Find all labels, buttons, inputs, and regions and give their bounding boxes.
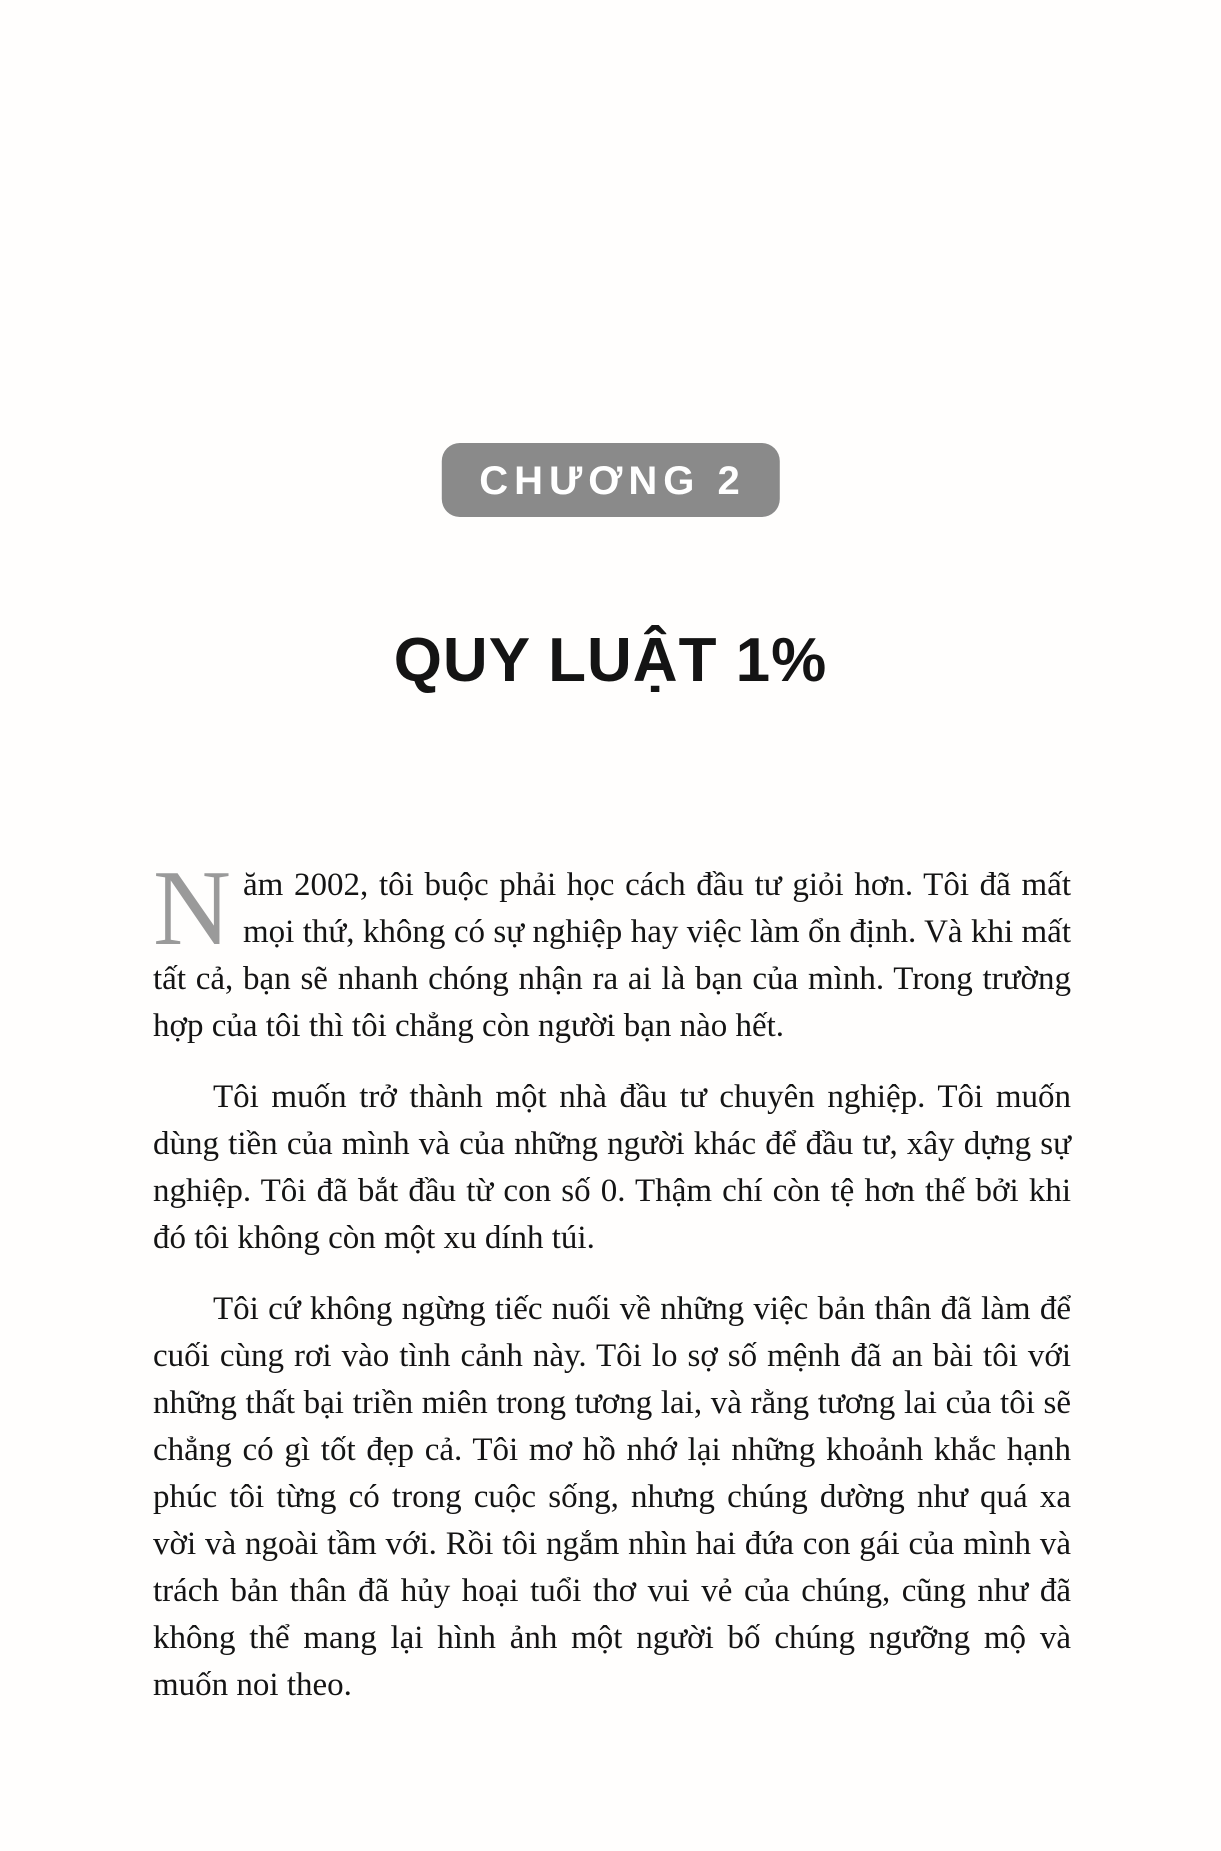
paragraph-2: Tôi muốn trở thành một nhà đầu tư chuyên nghiệp. Tôi muốn dùng tiền của mình và của những người khác để đầu tư, xây dựng sự nghiệp. Tôi đã bắt đầu từ con số 0. Thậm chí còn tệ hơn thế bởi khi đó tôi không còn một xu dính túi.: [153, 1079, 1071, 1256]
paragraph-1-text: ăm 2002, tôi buộc phải học cách đầu tư giỏi hơn. Tôi đã mất mọi thứ, không có sự nghiệp hay việc làm ổn định. Và khi mất tất cả, bạn sẽ nhanh chóng nhận ra ai là bạn của mình. Trong trường hợp của tôi thì tôi chẳng còn người bạn nào hết.: [153, 867, 1071, 1044]
paragraph-1: [153, 849, 1071, 1050]
chapter-badge-label: CHƯƠNG 2: [479, 459, 746, 503]
body-text: [153, 849, 1071, 1709]
chapter-badge: [441, 443, 779, 517]
paragraph-3: Tôi cứ không ngừng tiếc nuối về những việc bản thân đã làm để cuối cùng rơi vào tình cảnh này. Tôi lo sợ số mệnh đã an bài tôi với những thất bại triền miên trong tương lai, và rằng tương lai của tôi sẽ chẳng có gì tốt đẹp cả. Tôi mơ hồ nhớ lại những khoảnh khắc hạnh phúc tôi từng có trong cuộc sống, nhưng chúng dường như quá xa vời và ngoài tầm với. Rồi tôi ngắm nhìn hai đứa con gái của mình và trách bản thân đã hủy hoại tuổi thơ vui vẻ của chúng, cũng như đã không thể mang lại hình ảnh một người bố chúng ngưỡng mộ và muốn noi theo.: [153, 1291, 1071, 1703]
page-title: QUY LUẬT 1%: [393, 625, 828, 695]
drop-cap: N: [153, 849, 231, 968]
